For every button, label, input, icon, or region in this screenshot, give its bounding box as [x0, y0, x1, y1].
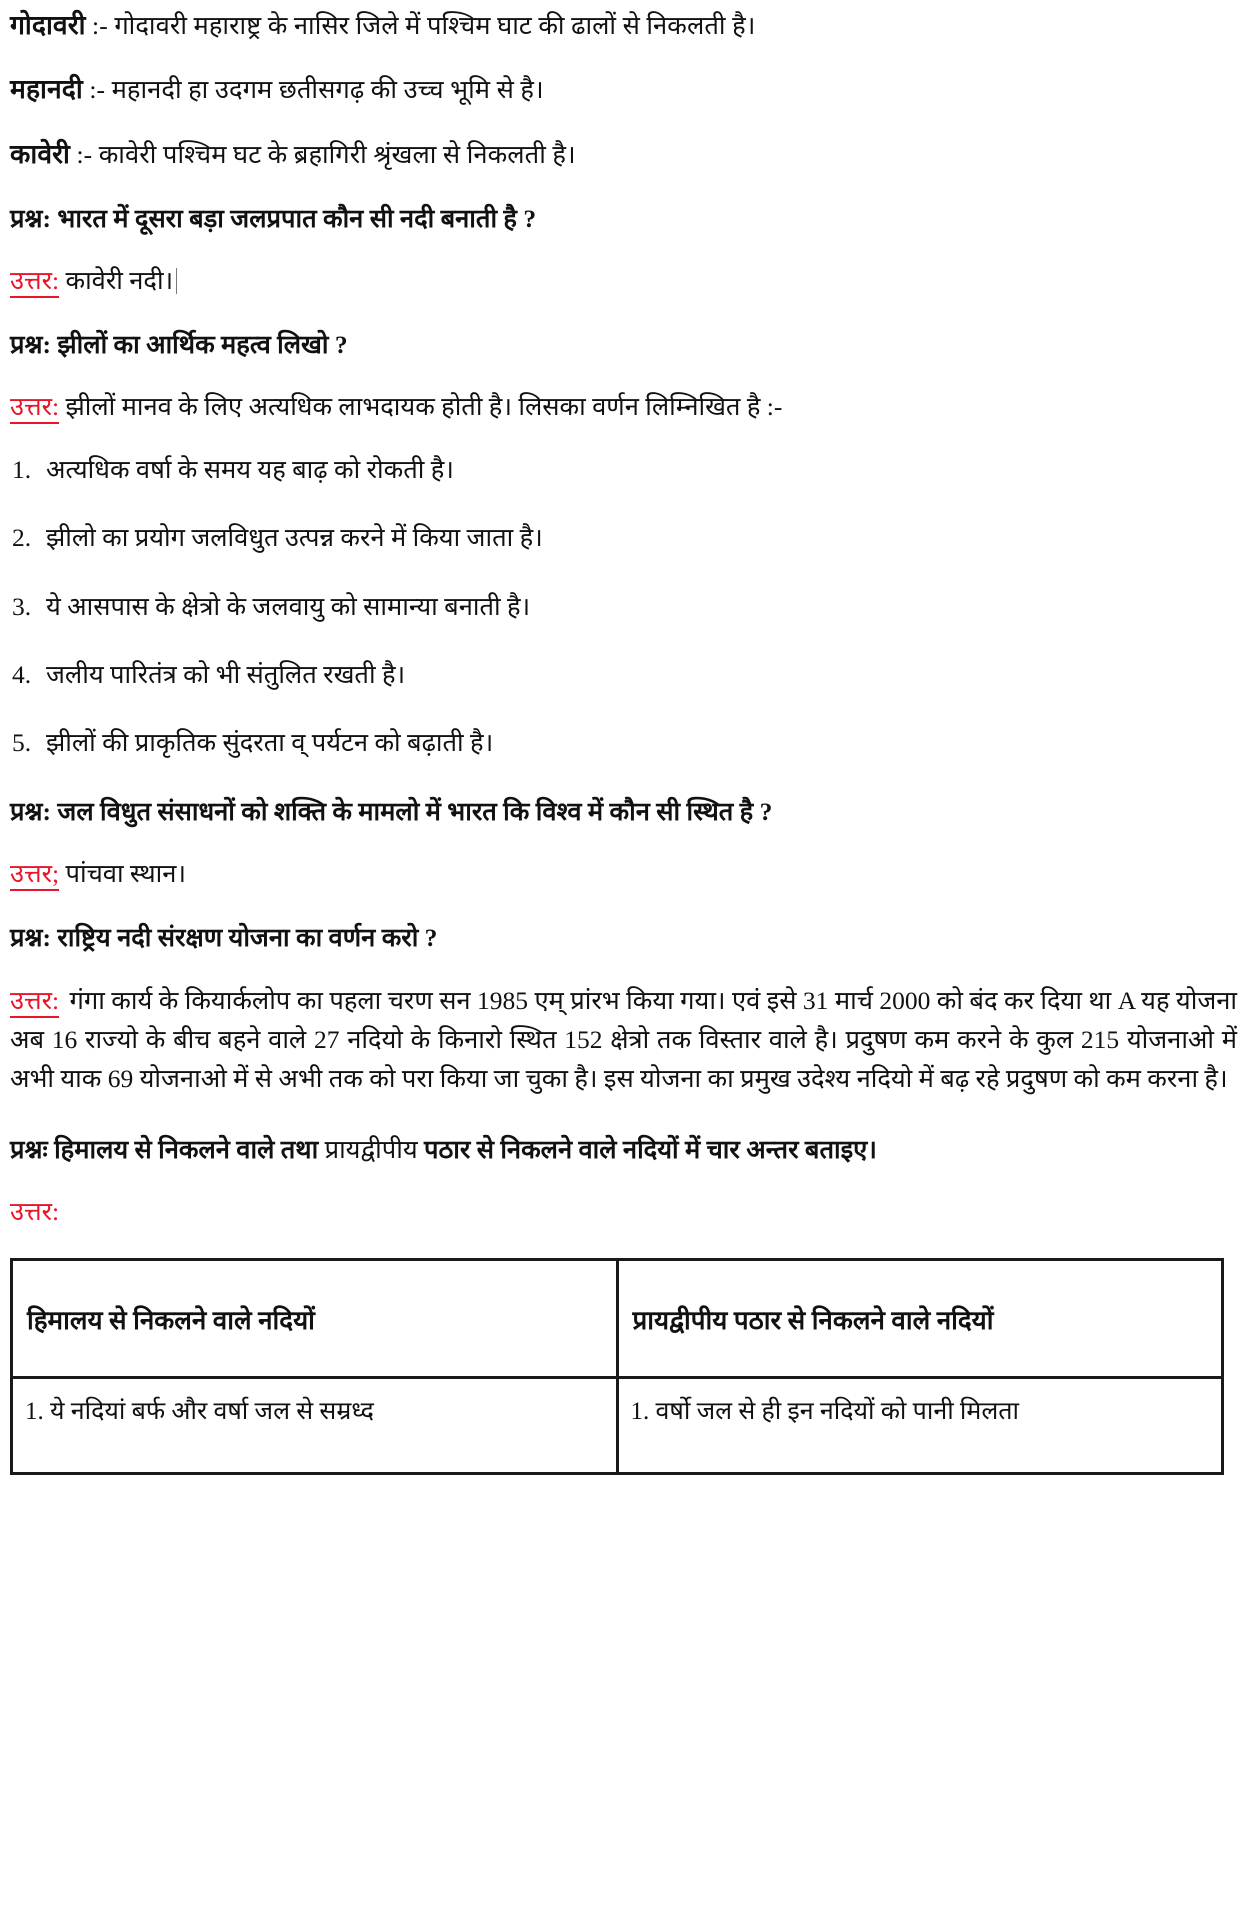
river-name-kaveri: कावेरी	[10, 138, 70, 169]
question-label-3: प्रश्न:	[10, 797, 52, 827]
river-definition-kaveri	[10, 137, 1237, 171]
question-text-3: जल विधुत संसाधनों को शक्ति के मामलो में भारत कि विश्व में कौन सी स्थित है ?	[57, 797, 773, 827]
table-header-himalayan: हिमालय से निकलने वाले नदियों	[12, 1260, 618, 1378]
answer-label-5: उत्तर:	[10, 1197, 60, 1227]
comparison-table	[10, 1258, 1224, 1475]
river-name-mahanadi: महानदी	[10, 74, 83, 105]
table-row	[12, 1378, 1223, 1474]
question-1	[10, 201, 1237, 235]
question-2	[10, 327, 1237, 361]
answer-text-1: कावेरी नदी।	[65, 266, 174, 296]
answer-label-3: उत्तर;	[10, 859, 59, 891]
river-description-kaveri: कावेरी पश्चिम घट के ब्रहागिरी श्रृंखला से निकलती है।	[98, 139, 576, 169]
answer-label-2: उत्तर:	[10, 392, 59, 424]
table-header-peninsular: प्रायद्वीपीय पठार से निकलने वाले नदियों	[617, 1260, 1223, 1378]
list-item	[10, 453, 1237, 486]
answer-3	[10, 856, 1237, 890]
answer-text-2: झीलों मानव के लिए अत्यधिक लाभदायक होती है। लिसका वर्णन लिम्निखित है :-	[65, 392, 783, 422]
question-text-5-bold-b: पठार से निकलने वाले नदियों में चार अन्तर बताइए।	[424, 1135, 877, 1165]
list-item	[10, 590, 1237, 623]
answer-4	[10, 982, 1237, 1098]
list-item	[10, 521, 1237, 554]
question-3	[10, 794, 1237, 828]
question-text-2: झीलों का आर्थिक महत्व लिखो ?	[57, 330, 348, 360]
list-item-text: झीलो का प्रयोग जलविधुत उत्पन्न करने में किया जाता है।	[46, 523, 543, 553]
list-item-number: 2.	[12, 523, 32, 553]
answer-2	[10, 389, 1237, 423]
list-item-number: 3.	[12, 591, 32, 621]
river-name-godavari: गोदावरी	[10, 10, 86, 40]
list-item-text: ये आसपास के क्षेत्रो के जलवायु को सामान्या बनाती है।	[46, 591, 531, 621]
river-separator-mahanadi: :-	[89, 75, 106, 105]
answer-label-1: उत्तर:	[10, 266, 59, 298]
answer-text-3: पांचवा स्थान।	[65, 859, 187, 889]
river-definition-mahanadi	[10, 72, 1237, 106]
question-label-2: प्रश्न:	[10, 330, 52, 360]
list-item-number: 4.	[12, 659, 32, 689]
question-5	[10, 1132, 1237, 1166]
answer-label-4: उत्तर:	[10, 986, 59, 1018]
answer-text-4: गंगा कार्य के कियार्कलोप का पहला चरण सन 1985 एम् प्रांरभ किया गया। एवं इसे 31 मार्च 2000 को बंद कर दिया था A यह योजना अब 16 राज्यो के बीच बहने वाले 27 नदियो के किनारो स्थित 152 क्षेत्रो तक विस्तार वाले है। प्रदुषण कम करने के कुल 215 योजनाओ में अभी याक 69 योजनाओ में से अभी तक को परा किया जा चुका है। इस योजना का प्रमुख उदेश्य नदियो में बढ़ रहे प्रदुषण को कम करना है।	[10, 986, 1237, 1093]
river-separator-godavari: :-	[92, 11, 108, 40]
question-text-4: राष्ट्रिय नदी संरक्षण योजना का वर्णन करो ?	[57, 923, 438, 953]
river-separator-kaveri: :-	[76, 139, 93, 169]
table-cell-himalayan-1: 1. ये नदियां बर्फ और वर्षा जल से सम्रध्द	[12, 1378, 618, 1474]
answer-1	[10, 263, 1237, 297]
river-definition-godavari	[10, 8, 1237, 42]
answer-5	[10, 1194, 1237, 1228]
question-label-1: प्रश्न:	[10, 204, 52, 234]
list-item-text: जलीय पारितंत्र को भी संतुलित रखती है।	[46, 659, 406, 689]
river-description-mahanadi: महानदी हा उदगम छतीसगढ़ की उच्च भूमि से है।	[111, 75, 544, 105]
list-item-text: झीलों की प्राकृतिक सुंदरता व् पर्यटन को बढ़ाती है।	[46, 727, 494, 757]
list-item	[10, 658, 1237, 691]
question-4	[10, 920, 1237, 954]
text-cursor	[176, 268, 177, 294]
river-description-godavari: गोदावरी महाराष्ट्र के नासिर जिले में पश्चिम घाट की ढालों से निकलती है।	[114, 11, 756, 40]
question-text-5-bold-a: हिमालय से निकलने वाले तथा	[54, 1135, 325, 1165]
list-item-number: 1.	[12, 455, 32, 485]
table-cell-peninsular-1: 1. वर्षो जल से ही इन नदियों को पानी मिलता	[617, 1378, 1223, 1474]
lake-benefits-list	[10, 453, 1237, 759]
question-text-5-normal: प्रायद्वीपीय	[324, 1135, 424, 1165]
question-text-1: भारत में दूसरा बड़ा जलप्रपात कौन सी नदी बनाती है ?	[57, 204, 537, 234]
list-item	[10, 726, 1237, 759]
question-label-4: प्रश्न:	[10, 923, 52, 953]
table-header-row	[12, 1260, 1223, 1378]
list-item-text: अत्यधिक वर्षा के समय यह बाढ़ को रोकती है।	[46, 455, 454, 485]
list-item-number: 5.	[12, 727, 32, 757]
question-label-5: प्रश्नः	[10, 1135, 48, 1165]
